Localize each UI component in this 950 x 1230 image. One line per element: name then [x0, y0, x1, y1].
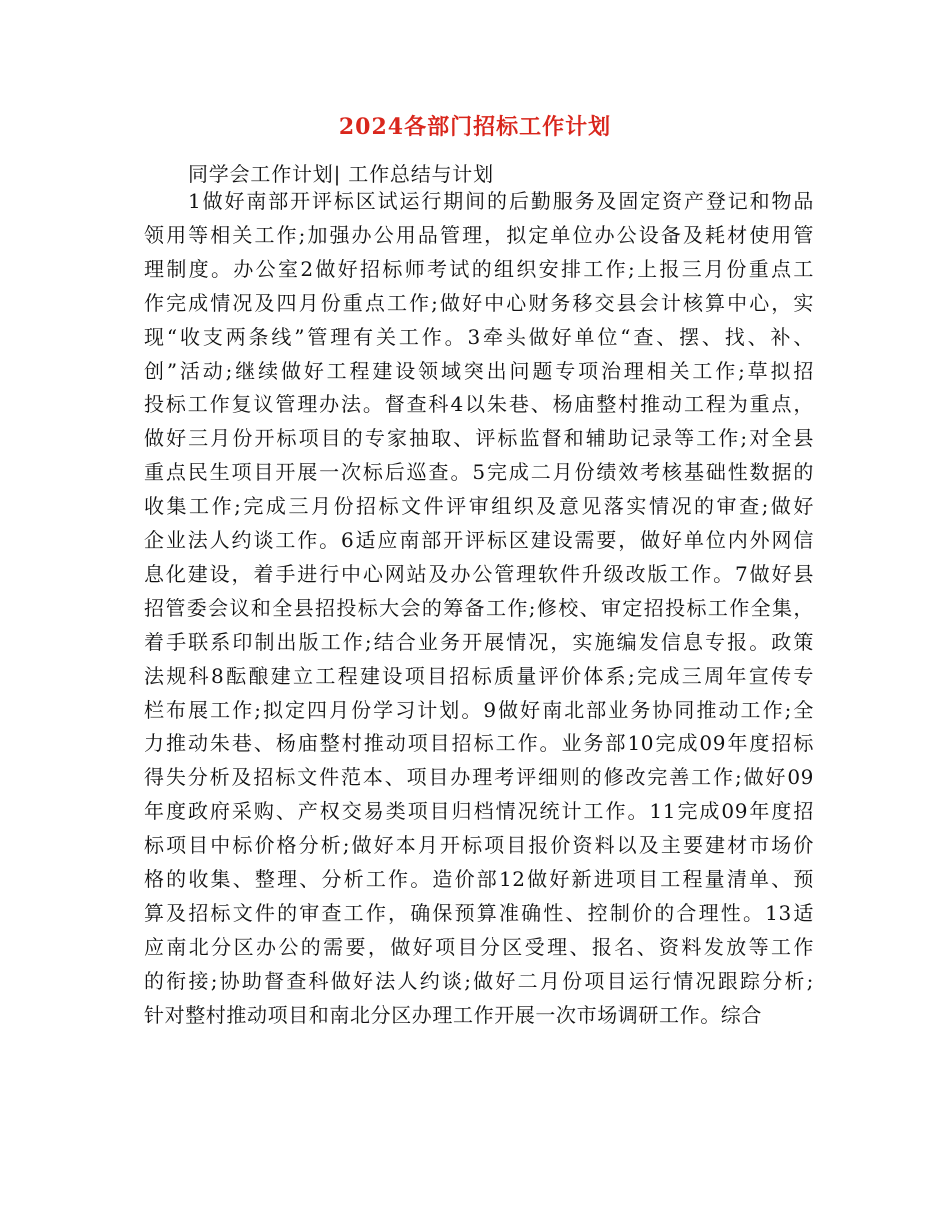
document-title: 2024各部门招标工作计划 [338, 114, 612, 140]
body-line: 理制度。办公室2做好招标师考试的组织安排工作;上报三月份重点工 [144, 256, 814, 281]
body-line: 息化建设，着手进行中心网站及办公管理软件升级改版工作。7做好县 [144, 561, 814, 586]
body-line: 针对整村推动项目和南北分区办理工作开展一次市场调研工作。综合 [144, 1002, 762, 1027]
body-line: 着手联系印制出版工作;结合业务开展情况，实施编发信息专报。政策 [144, 629, 814, 654]
body-line: 企业法人约谈工作。6适应南部开评标区建设需要，做好单位内外网信 [144, 528, 814, 552]
body-line: 投标工作复议管理办法。督查科4以朱巷、杨庙整村推动工程为重点， [144, 392, 814, 417]
body-line: 作完成情况及四月份重点工作;做好中心财务移交县会计核算中心，实 [144, 290, 814, 315]
body-line: 力推动朱巷、杨庙整村推动项目招标工作。业务部10完成09年度招标 [144, 731, 814, 756]
body-line: 创”活动;继续做好工程建设领域突出问题专项治理相关工作;草拟招 [144, 358, 814, 383]
body-line: 应南北分区办公的需要，做好项目分区受理、报名、资料发放等工作 [144, 934, 814, 959]
body-line: 招管委会议和全县招投标大会的筹备工作;修校、审定招投标工作全集， [144, 595, 814, 620]
body-line: 做好三月份开标项目的专家抽取、评标监督和辅助记录等工作;对全县 [144, 426, 814, 451]
body-line: 法规科8酝酿建立工程建设项目招标质量评价体系;完成三周年宣传专 [144, 663, 814, 688]
body-line: 年度政府采购、产权交易类项目归档情况统计工作。11完成09年度招 [144, 799, 814, 824]
body-line: 算及招标文件的审查工作，确保预算准确性、控制价的合理性。13适 [144, 900, 814, 925]
body-line: 栏布展工作;拟定四月份学习计划。9做好南北部业务协同推动工作;全 [144, 697, 814, 722]
body-line: 重点民生项目开展一次标后巡查。5完成二月份绩效考核基础性数据的 [144, 460, 814, 485]
body-line: 格的收集、整理、分析工作。造价部12做好新进项目工程量清单、预 [144, 867, 814, 891]
body-line: 标项目中标价格分析;做好本月开标项目报价资料以及主要建材市场价 [144, 833, 814, 858]
body-line: 领用等相关工作;加强办公用品管理，拟定单位办公设备及耗材使用管 [144, 222, 814, 247]
body-line: 的衔接;协助督查科做好法人约谈;做好二月份项目运行情况跟踪分析; [144, 968, 814, 993]
body-line: 收集工作;完成三月份招标文件评审组织及意见落实情况的审查;做好 [144, 494, 814, 519]
body-line: 现“收支两条线”管理有关工作。3牵头做好单位“查、摆、找、补、 [144, 324, 814, 349]
body-line: 得失分析及招标文件范本、项目办理考评细则的修改完善工作;做好09 [144, 765, 814, 790]
body-line: 1做好南部开评标区试运行期间的后勤服务及固定资产登记和物品 [188, 189, 814, 213]
document-subtitle: 同学会工作计划| 工作总结与计划 [188, 162, 494, 186]
